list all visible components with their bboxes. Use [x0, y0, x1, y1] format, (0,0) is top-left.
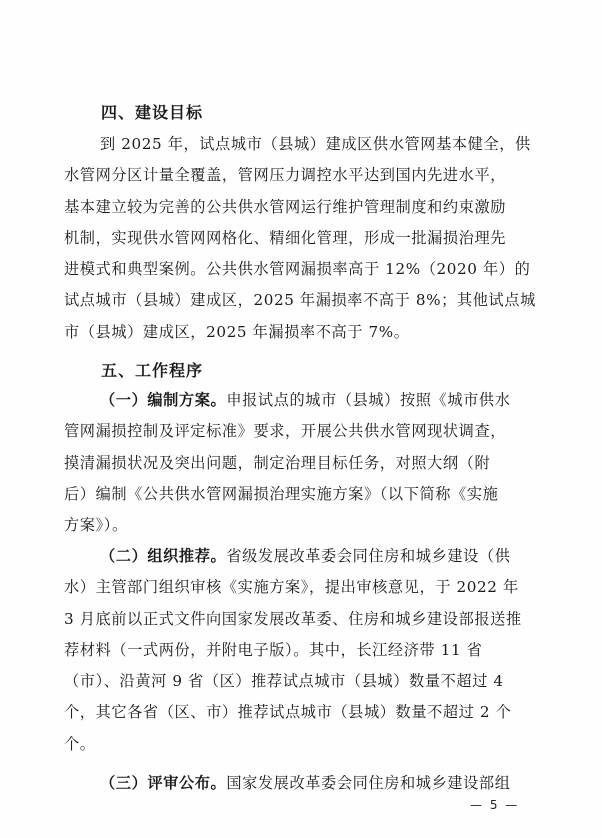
text-line: 市（县城）建成区，2025 年漏损率不高于 7%。	[64, 322, 410, 341]
text-fragment: 申报试点的城市（县城）按照《城市供水	[226, 391, 511, 409]
text-line: 摸清漏损状况及突出问题，制定治理目标任务，对照大纲（附	[64, 453, 491, 472]
section-heading-construction-goals: 四、建设目标	[101, 103, 204, 122]
text-line: 后）编制《公共供水管网漏损治理实施方案》（以下简称《实施	[64, 484, 499, 503]
text-line	[64, 385, 544, 416]
text-line: 水管网分区计量全覆盖，管网压力调控水平达到国内先进水平，	[64, 166, 507, 185]
paragraph-review-publish	[64, 768, 544, 799]
text-line: 试点城市（县城）建成区，2025 年漏损率不高于 8%；其他试点城	[64, 291, 536, 310]
text-line: 3 月底前以正式文件向国家发展改革委、住房和城乡建设部报送推	[64, 609, 522, 628]
text-fragment: 省级发展改革委会同住房和城乡建设（供	[226, 547, 511, 565]
paragraph-compile-plan	[64, 385, 544, 541]
text-line: 个，其它各省（区、市）推荐试点城市（县城）数量不超过 2 个	[64, 703, 512, 722]
text-line: 水）主管部门组织审核《实施方案》，提出审核意见，于 2022 年	[64, 578, 519, 597]
section-heading-work-procedure: 五、工作程序	[101, 361, 204, 380]
text-line: 荐材料（一式两份，并附电子版）。其中，长江经济带 11 省	[64, 640, 483, 659]
text-line: 管网漏损控制及评定标准》要求，开展公共供水管网现状调查，	[64, 422, 507, 441]
item-lead-compile-plan: （一）编制方案。	[100, 391, 227, 409]
item-lead-review-publish: （三）评审公布。	[100, 774, 227, 792]
paragraph-organize-recommend	[64, 541, 544, 760]
item-lead-organize-recommend: （二）组织推荐。	[100, 547, 227, 565]
text-line	[64, 768, 544, 799]
text-line: 个。	[64, 734, 96, 753]
text-line: 方案》）。	[64, 516, 128, 535]
text-line	[64, 541, 544, 572]
text-line: 机制，实现供水管网网格化、精细化管理，形成一批漏损治理先	[64, 228, 507, 247]
text-line: 到 2025 年，试点城市（县城）建成区供水管网基本健全，供	[100, 135, 531, 153]
text-line: 进模式和典型案例。公共供水管网漏损率高于 12%（2020 年）的	[64, 260, 531, 279]
page-number: — 5 —	[470, 798, 520, 812]
text-line: 基本建立较为完善的公共供水管网运行维护管理制度和约束激励	[64, 197, 507, 216]
text-fragment: 国家发展改革委会同住房和城乡建设部组	[226, 774, 511, 792]
paragraph-construction-goals	[64, 129, 544, 348]
text-line: （市）、沿黄河 9 省（区）推荐试点城市（县城）数量不超过 4	[64, 672, 504, 691]
